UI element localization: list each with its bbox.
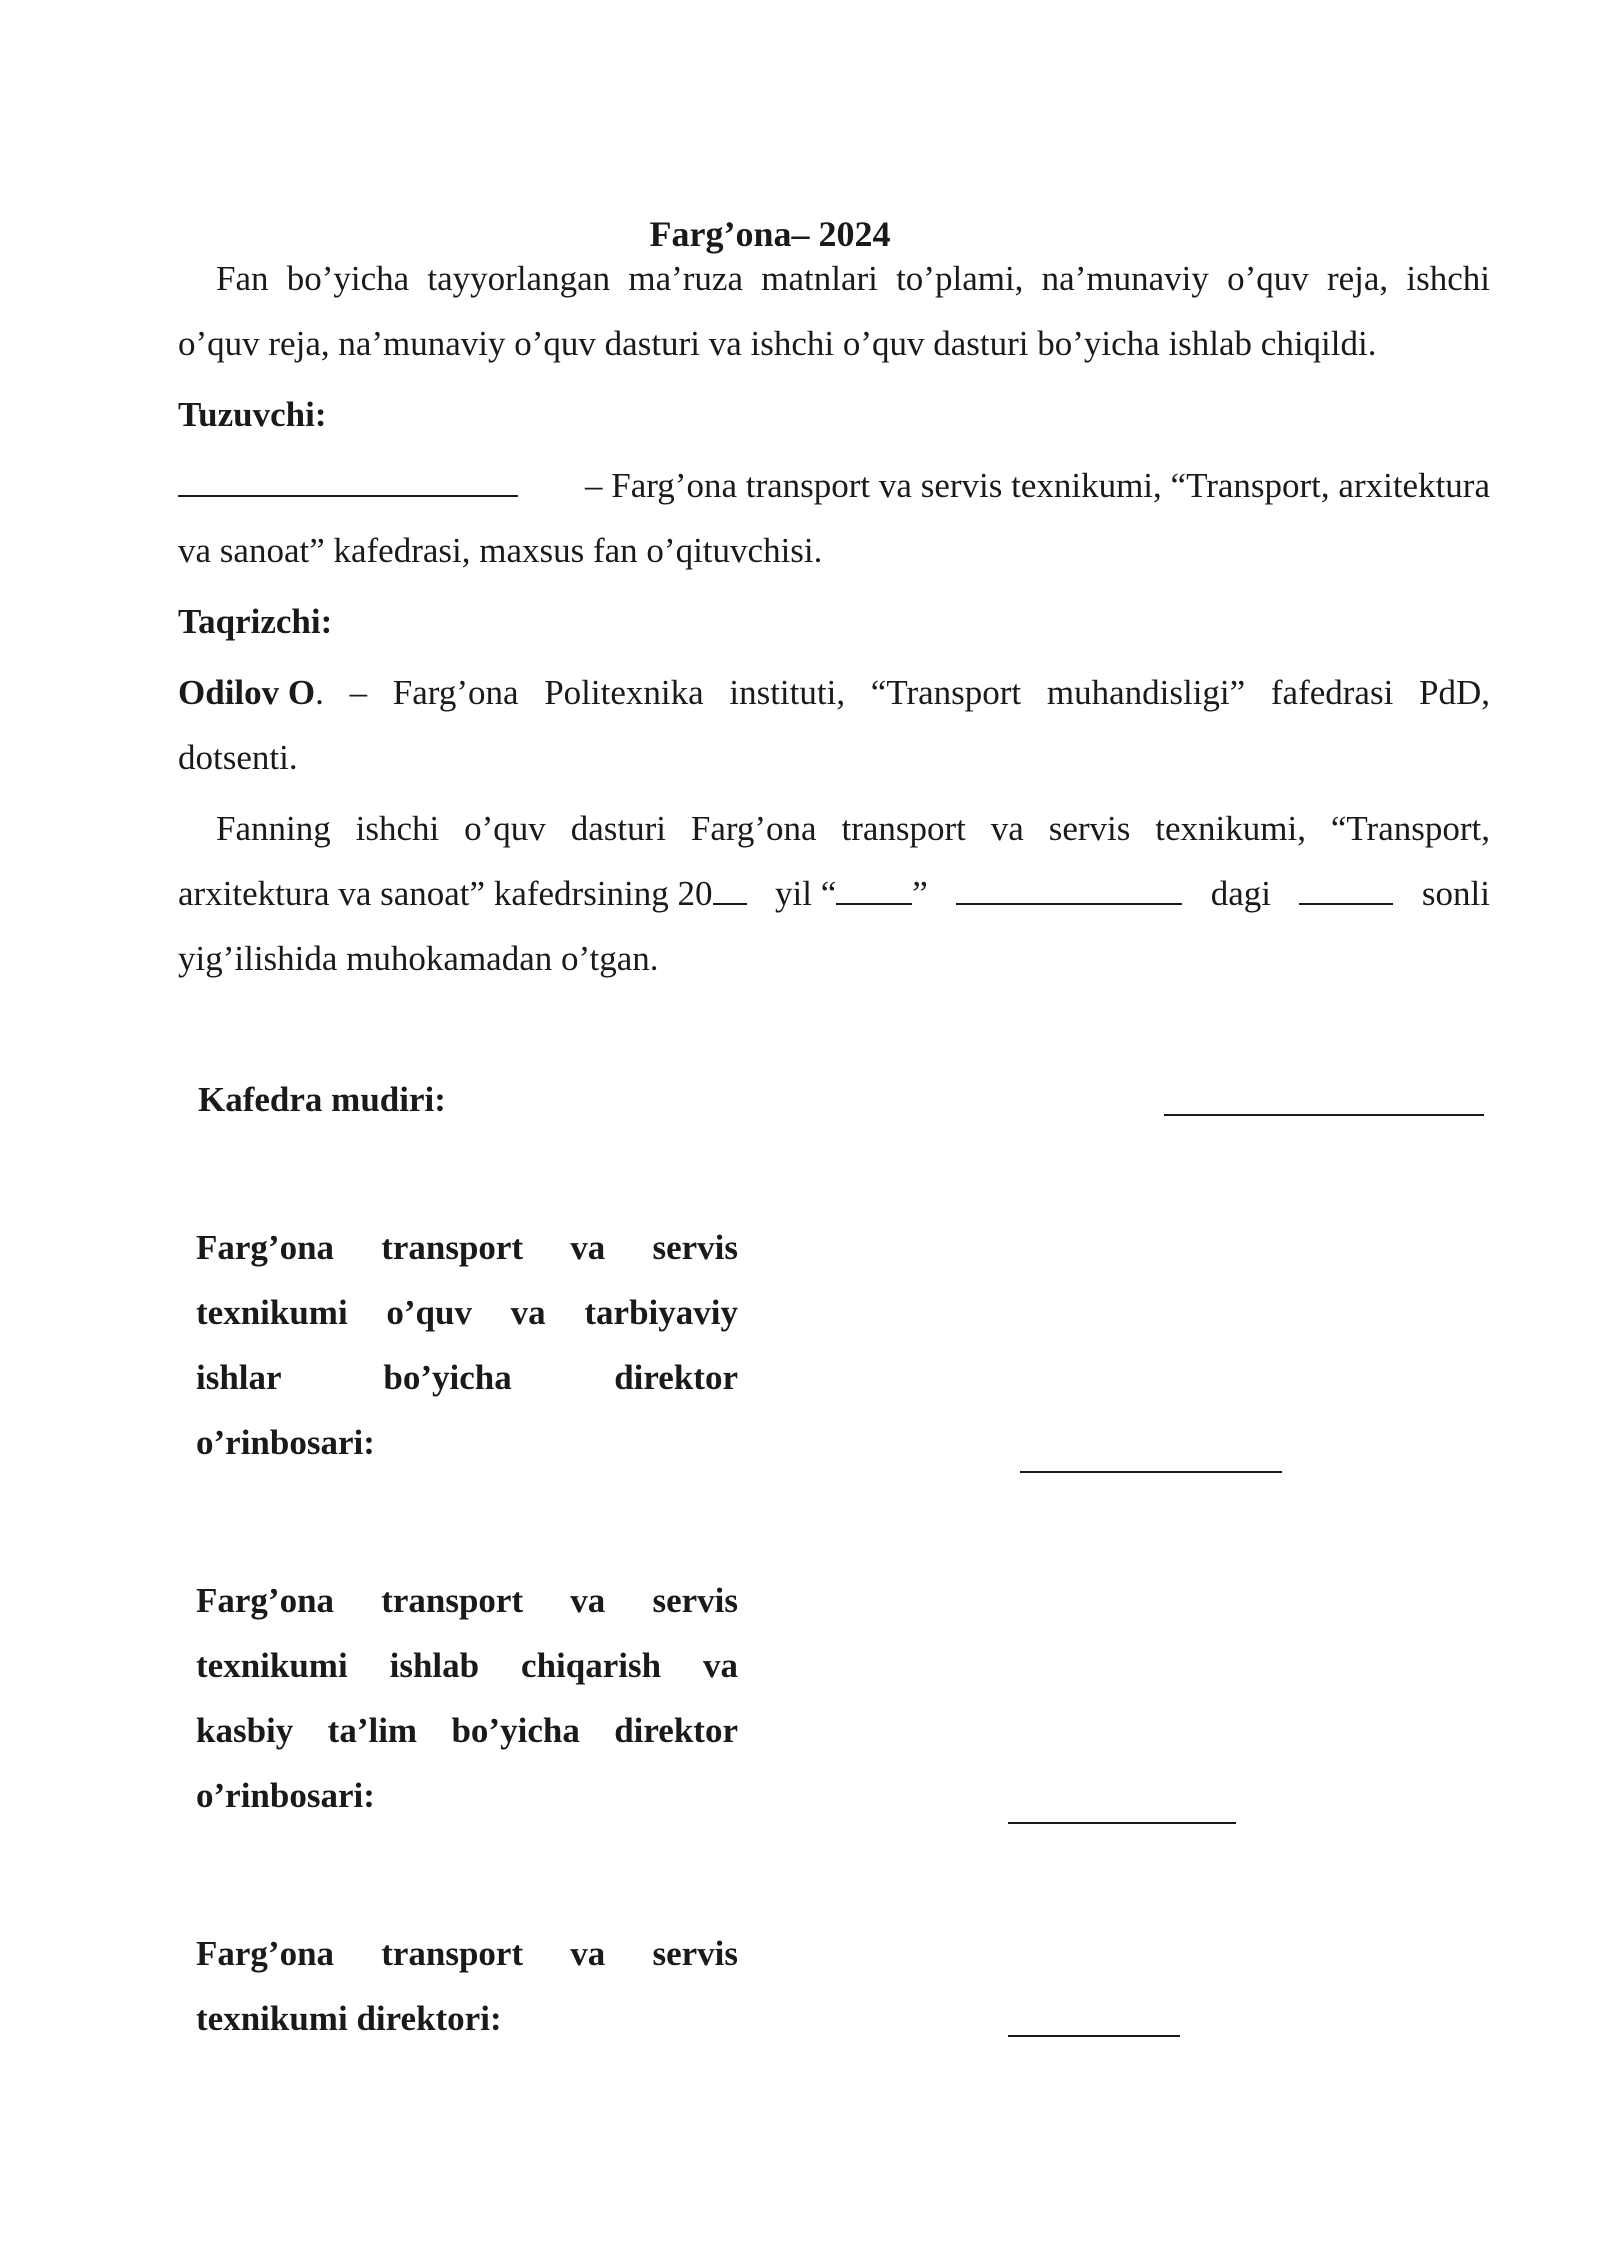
reviewer-name: Odilov O [178,673,316,712]
reviewer-line-1 [178,671,1490,715]
author-line-1 [178,464,1490,508]
approval-sonli: sonli [1421,874,1490,913]
director-signature-line [1008,2035,1180,2037]
director-line-1: Farg’ona transport va servis [196,1934,738,1973]
approval-line-2 [178,872,1490,916]
page-title: Farg’ona– 2024 [649,214,891,254]
reviewer-affiliation: . – Farg’ona Politexnika instituti, “Transport muhandisligi” fafedrasi PdD, [315,673,1490,712]
day-blank [836,873,912,905]
deputy-production-line-2: texnikumi ishlab chiqarish va [196,1646,738,1685]
deputy-production-line-1: Farg’ona transport va servis [196,1581,738,1620]
author-name-blank [178,465,518,497]
approval-line-1: Fanning ishchi o’quv dasturi Farg’ona transport va servis texnikumi, “Transport, [216,809,1490,848]
author-heading: Tuzuvchi: [178,395,327,434]
intro-line-1: Fan bo’yicha tayyorlangan ma’ruza matnlari to’plami, na’munaviy o’quv reja, ishchi [216,259,1490,298]
month-blank [956,873,1182,905]
deputy-education-line-3: ishlar bo’yicha direktor [196,1358,738,1397]
approval-close-quote: ” [912,874,928,913]
author-line-2: va sanoat” kafedrasi, maxsus fan o’qituvchisi. [178,531,823,570]
approval-yil: yil “ [775,874,837,913]
director-line-2: texnikumi direktori: [196,1999,502,2038]
approval-text-b [775,872,928,916]
approval-line-3: yig’ilishida muhokamadan o’tgan. [178,939,659,978]
reviewer-line-2: dotsenti. [178,738,298,777]
director-label [196,1921,738,2051]
approval-year-prefix: arxitektura va sanoat” kafedrsining 20 [178,874,713,913]
approval-text-a [178,872,747,916]
reviewer-heading: Taqrizchi: [178,602,333,641]
author-affiliation: – Farg’ona transport va servis texnikumi, “Transport, arxitektura [585,466,1490,505]
deputy-education-line-4: o’rinbosari: [196,1423,375,1462]
intro-line-2: o’quv reja, na’munaviy o’quv dasturi va ishchi o’quv dasturi bo’yicha ishlab chiqildi. [178,324,1377,363]
deputy-production-line-3: kasbiy ta’lim bo’yicha direktor [196,1711,738,1750]
head-of-department-label: Kafedra mudiri: [198,1080,446,1119]
deputy-production-signature-line [1008,1822,1236,1824]
deputy-education-line-1: Farg’ona transport va servis [196,1228,738,1267]
deputy-education-line-2: texnikumi o’quv va tarbiyaviy [196,1293,738,1332]
number-blank [1299,873,1393,905]
approval-dagi: dagi [1210,874,1271,913]
deputy-education-signature-line [1020,1471,1282,1473]
head-of-department-signature-line [1164,1114,1484,1116]
year-blank [713,873,747,905]
deputy-education-label [196,1215,738,1475]
deputy-production-label [196,1568,738,1828]
deputy-production-line-4: o’rinbosari: [196,1776,375,1815]
